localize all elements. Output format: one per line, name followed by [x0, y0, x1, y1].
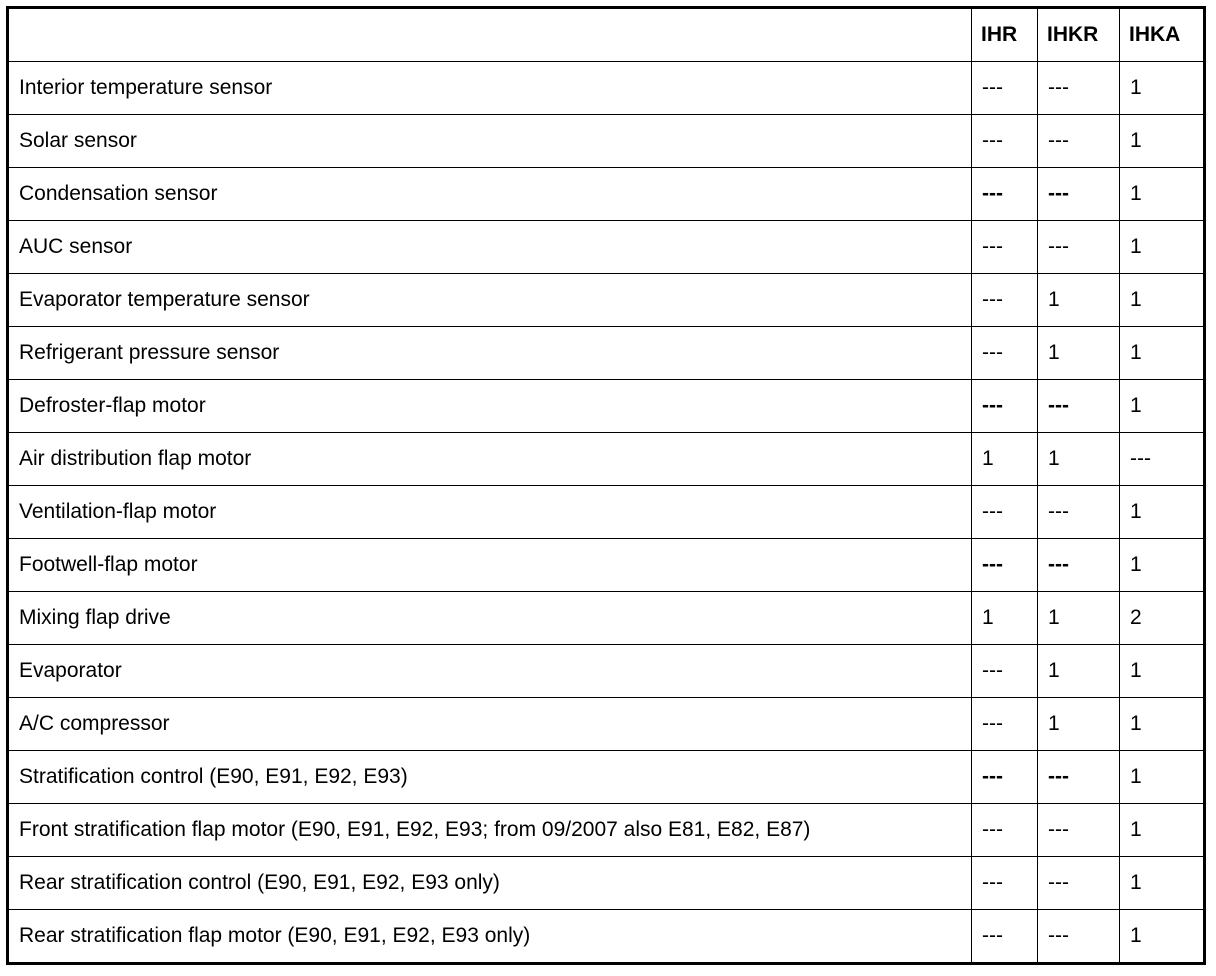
cell-ihkr: ---	[1038, 804, 1120, 857]
cell-ihkr: ---	[1038, 380, 1120, 433]
cell-ihkr: ---	[1038, 857, 1120, 910]
cell-ihkr: 1	[1038, 698, 1120, 751]
row-label: Evaporator	[8, 645, 972, 698]
header-ihka: IHKA	[1120, 8, 1205, 62]
cell-ihr: ---	[972, 486, 1038, 539]
cell-ihr: ---	[972, 751, 1038, 804]
cell-ihkr: ---	[1038, 539, 1120, 592]
row-label: Footwell-flap motor	[8, 539, 972, 592]
cell-ihka: 2	[1120, 592, 1205, 645]
table-body	[8, 62, 1205, 964]
cell-ihka: 1	[1120, 486, 1205, 539]
cell-ihr: ---	[972, 221, 1038, 274]
cell-ihkr: ---	[1038, 910, 1120, 964]
cell-ihr: ---	[972, 62, 1038, 115]
table-row	[8, 804, 1205, 857]
cell-ihkr: 1	[1038, 274, 1120, 327]
header-label-column	[8, 8, 972, 62]
cell-ihka: 1	[1120, 751, 1205, 804]
cell-ihr: ---	[972, 645, 1038, 698]
cell-ihka: 1	[1120, 698, 1205, 751]
cell-ihka: 1	[1120, 115, 1205, 168]
table-row	[8, 751, 1205, 804]
cell-ihr: 1	[972, 433, 1038, 486]
cell-ihka: 1	[1120, 221, 1205, 274]
cell-ihkr: ---	[1038, 486, 1120, 539]
cell-ihka: 1	[1120, 910, 1205, 964]
cell-ihka: 1	[1120, 645, 1205, 698]
cell-ihka: 1	[1120, 62, 1205, 115]
row-label: A/C compressor	[8, 698, 972, 751]
cell-ihkr: 1	[1038, 645, 1120, 698]
row-label: Stratification control (E90, E91, E92, E93)	[8, 751, 972, 804]
cell-ihkr: ---	[1038, 221, 1120, 274]
cell-ihka: 1	[1120, 327, 1205, 380]
table-row	[8, 62, 1205, 115]
table-row	[8, 380, 1205, 433]
table-row	[8, 645, 1205, 698]
row-label: Mixing flap drive	[8, 592, 972, 645]
table-row	[8, 221, 1205, 274]
component-table	[6, 6, 1206, 965]
row-label: Front stratification flap motor (E90, E91, E92, E93; from 09/2007 also E81, E82, E87)	[8, 804, 972, 857]
row-label: AUC sensor	[8, 221, 972, 274]
table-row	[8, 327, 1205, 380]
cell-ihka: 1	[1120, 857, 1205, 910]
table-row	[8, 539, 1205, 592]
cell-ihr: ---	[972, 698, 1038, 751]
row-label: Rear stratification flap motor (E90, E91, E92, E93 only)	[8, 910, 972, 964]
header-ihkr: IHKR	[1038, 8, 1120, 62]
cell-ihr: ---	[972, 539, 1038, 592]
cell-ihka: ---	[1120, 433, 1205, 486]
cell-ihr: ---	[972, 380, 1038, 433]
cell-ihkr: ---	[1038, 751, 1120, 804]
table-row	[8, 274, 1205, 327]
cell-ihkr: ---	[1038, 115, 1120, 168]
table-row	[8, 592, 1205, 645]
cell-ihr: ---	[972, 115, 1038, 168]
table-row	[8, 433, 1205, 486]
table-header-row	[8, 8, 1205, 62]
row-label: Solar sensor	[8, 115, 972, 168]
cell-ihka: 1	[1120, 274, 1205, 327]
table-row	[8, 115, 1205, 168]
cell-ihr: ---	[972, 168, 1038, 221]
component-table-container	[6, 6, 1206, 965]
table-row	[8, 168, 1205, 221]
cell-ihka: 1	[1120, 168, 1205, 221]
row-label: Evaporator temperature sensor	[8, 274, 972, 327]
row-label: Rear stratification control (E90, E91, E92, E93 only)	[8, 857, 972, 910]
row-label: Ventilation-flap motor	[8, 486, 972, 539]
table-row	[8, 698, 1205, 751]
table-row	[8, 910, 1205, 964]
table-row	[8, 486, 1205, 539]
cell-ihka: 1	[1120, 380, 1205, 433]
cell-ihkr: 1	[1038, 327, 1120, 380]
row-label: Condensation sensor	[8, 168, 972, 221]
cell-ihr: ---	[972, 857, 1038, 910]
cell-ihr: ---	[972, 910, 1038, 964]
cell-ihkr: ---	[1038, 168, 1120, 221]
row-label: Defroster-flap motor	[8, 380, 972, 433]
cell-ihkr: 1	[1038, 433, 1120, 486]
header-ihr: IHR	[972, 8, 1038, 62]
cell-ihkr: 1	[1038, 592, 1120, 645]
cell-ihr: 1	[972, 592, 1038, 645]
cell-ihr: ---	[972, 327, 1038, 380]
cell-ihr: ---	[972, 274, 1038, 327]
cell-ihr: ---	[972, 804, 1038, 857]
row-label: Interior temperature sensor	[8, 62, 972, 115]
cell-ihka: 1	[1120, 804, 1205, 857]
row-label: Refrigerant pressure sensor	[8, 327, 972, 380]
cell-ihkr: ---	[1038, 62, 1120, 115]
row-label: Air distribution flap motor	[8, 433, 972, 486]
cell-ihka: 1	[1120, 539, 1205, 592]
table-row	[8, 857, 1205, 910]
